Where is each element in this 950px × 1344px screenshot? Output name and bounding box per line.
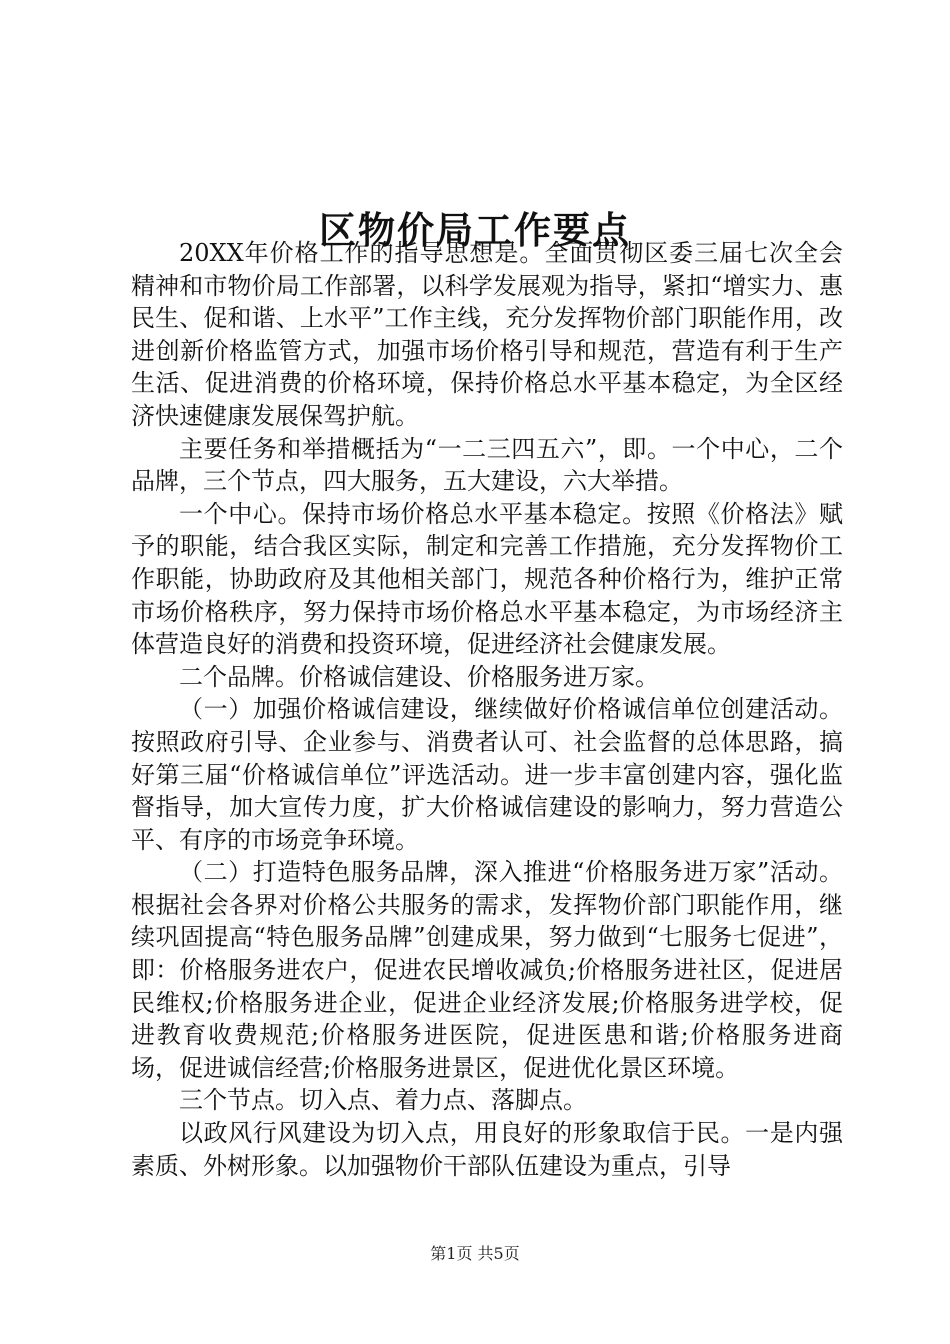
paragraph-three-nodes: 三个节点。切入点、着力点、落脚点。	[179, 1086, 587, 1115]
document-title: 区物价局工作要点	[319, 207, 631, 252]
paragraph-two-brands: 二个品牌。价格诚信建设、价格服务进万家。	[179, 662, 659, 691]
paragraph-guiding-ideology: 20XX年价格工作的指导思想是。全面贯彻区委三届七次全会精神和市物价局工作部署，以科学发展观为指导，紧扣“增实力、惠民生、促和谐、上水平”工作主线，充分发挥物价部门职能作用，改进创新价格监管方式，加强市场价格引导和规范，营造有利于生产生活、促进消费的价格环境，保持价格总水平基本稳定，为全区经济快速健康发展保驾护航。	[131, 239, 843, 430]
paragraph-entry-point: 以政风行风建设为切入点，用良好的形象取信于民。一是内强素质、外树形象。以加强物价干部队伍建设为重点，引导	[131, 1119, 843, 1180]
document-body	[131, 237, 843, 1182]
page-number-footer: 第1页 共5页	[430, 1244, 520, 1263]
paragraph-one-center: 一个中心。保持市场价格总水平基本稳定。按照《价格法》赋予的职能，结合我区实际，制定和完善工作措施，充分发挥物价工作职能，协助政府及其他相关部门，规范各种价格行为，维护正常市场价格秩序，努力保持市场价格总水平基本稳定，为市场经济主体营造良好的消费和投资环境，促进经济社会健康发展。	[131, 499, 843, 659]
paragraph-brand-one: （一）加强价格诚信建设，继续做好价格诚信单位创建活动。按照政府引导、企业参与、消费者认可、社会监督的总体思路，搞好第三届“价格诚信单位”评选活动。进一步丰富创建内容，强化监督指导，加大宣传力度，扩大价格诚信建设的影响力，努力营造公平、有序的市场竞争环境。	[131, 695, 843, 854]
paragraph-brand-two: （二）打造特色服务品牌，深入推进“价格服务进万家”活动。根据社会各界对价格公共服务的需求，发挥物价部门职能作用，继续巩固提高“特色服务品牌”创建成果，努力做到“七服务七促进”，即：价格服务进农户，促进农民增收减负;价格服务进社区，促进居民维权;价格服务进企业，促进企业经济发展;价格服务进学校，促进教育收费规范;价格服务进医院，促进医患和谐;价格服务进商场，促进诚信经营;价格服务进景区，促进优化景区环境。	[131, 858, 843, 1082]
paragraph-main-tasks: 主要任务和举措概括为“一二三四五六”，即。一个中心，二个品牌，三个节点，四大服务，五大建设，六大举措。	[131, 434, 843, 496]
